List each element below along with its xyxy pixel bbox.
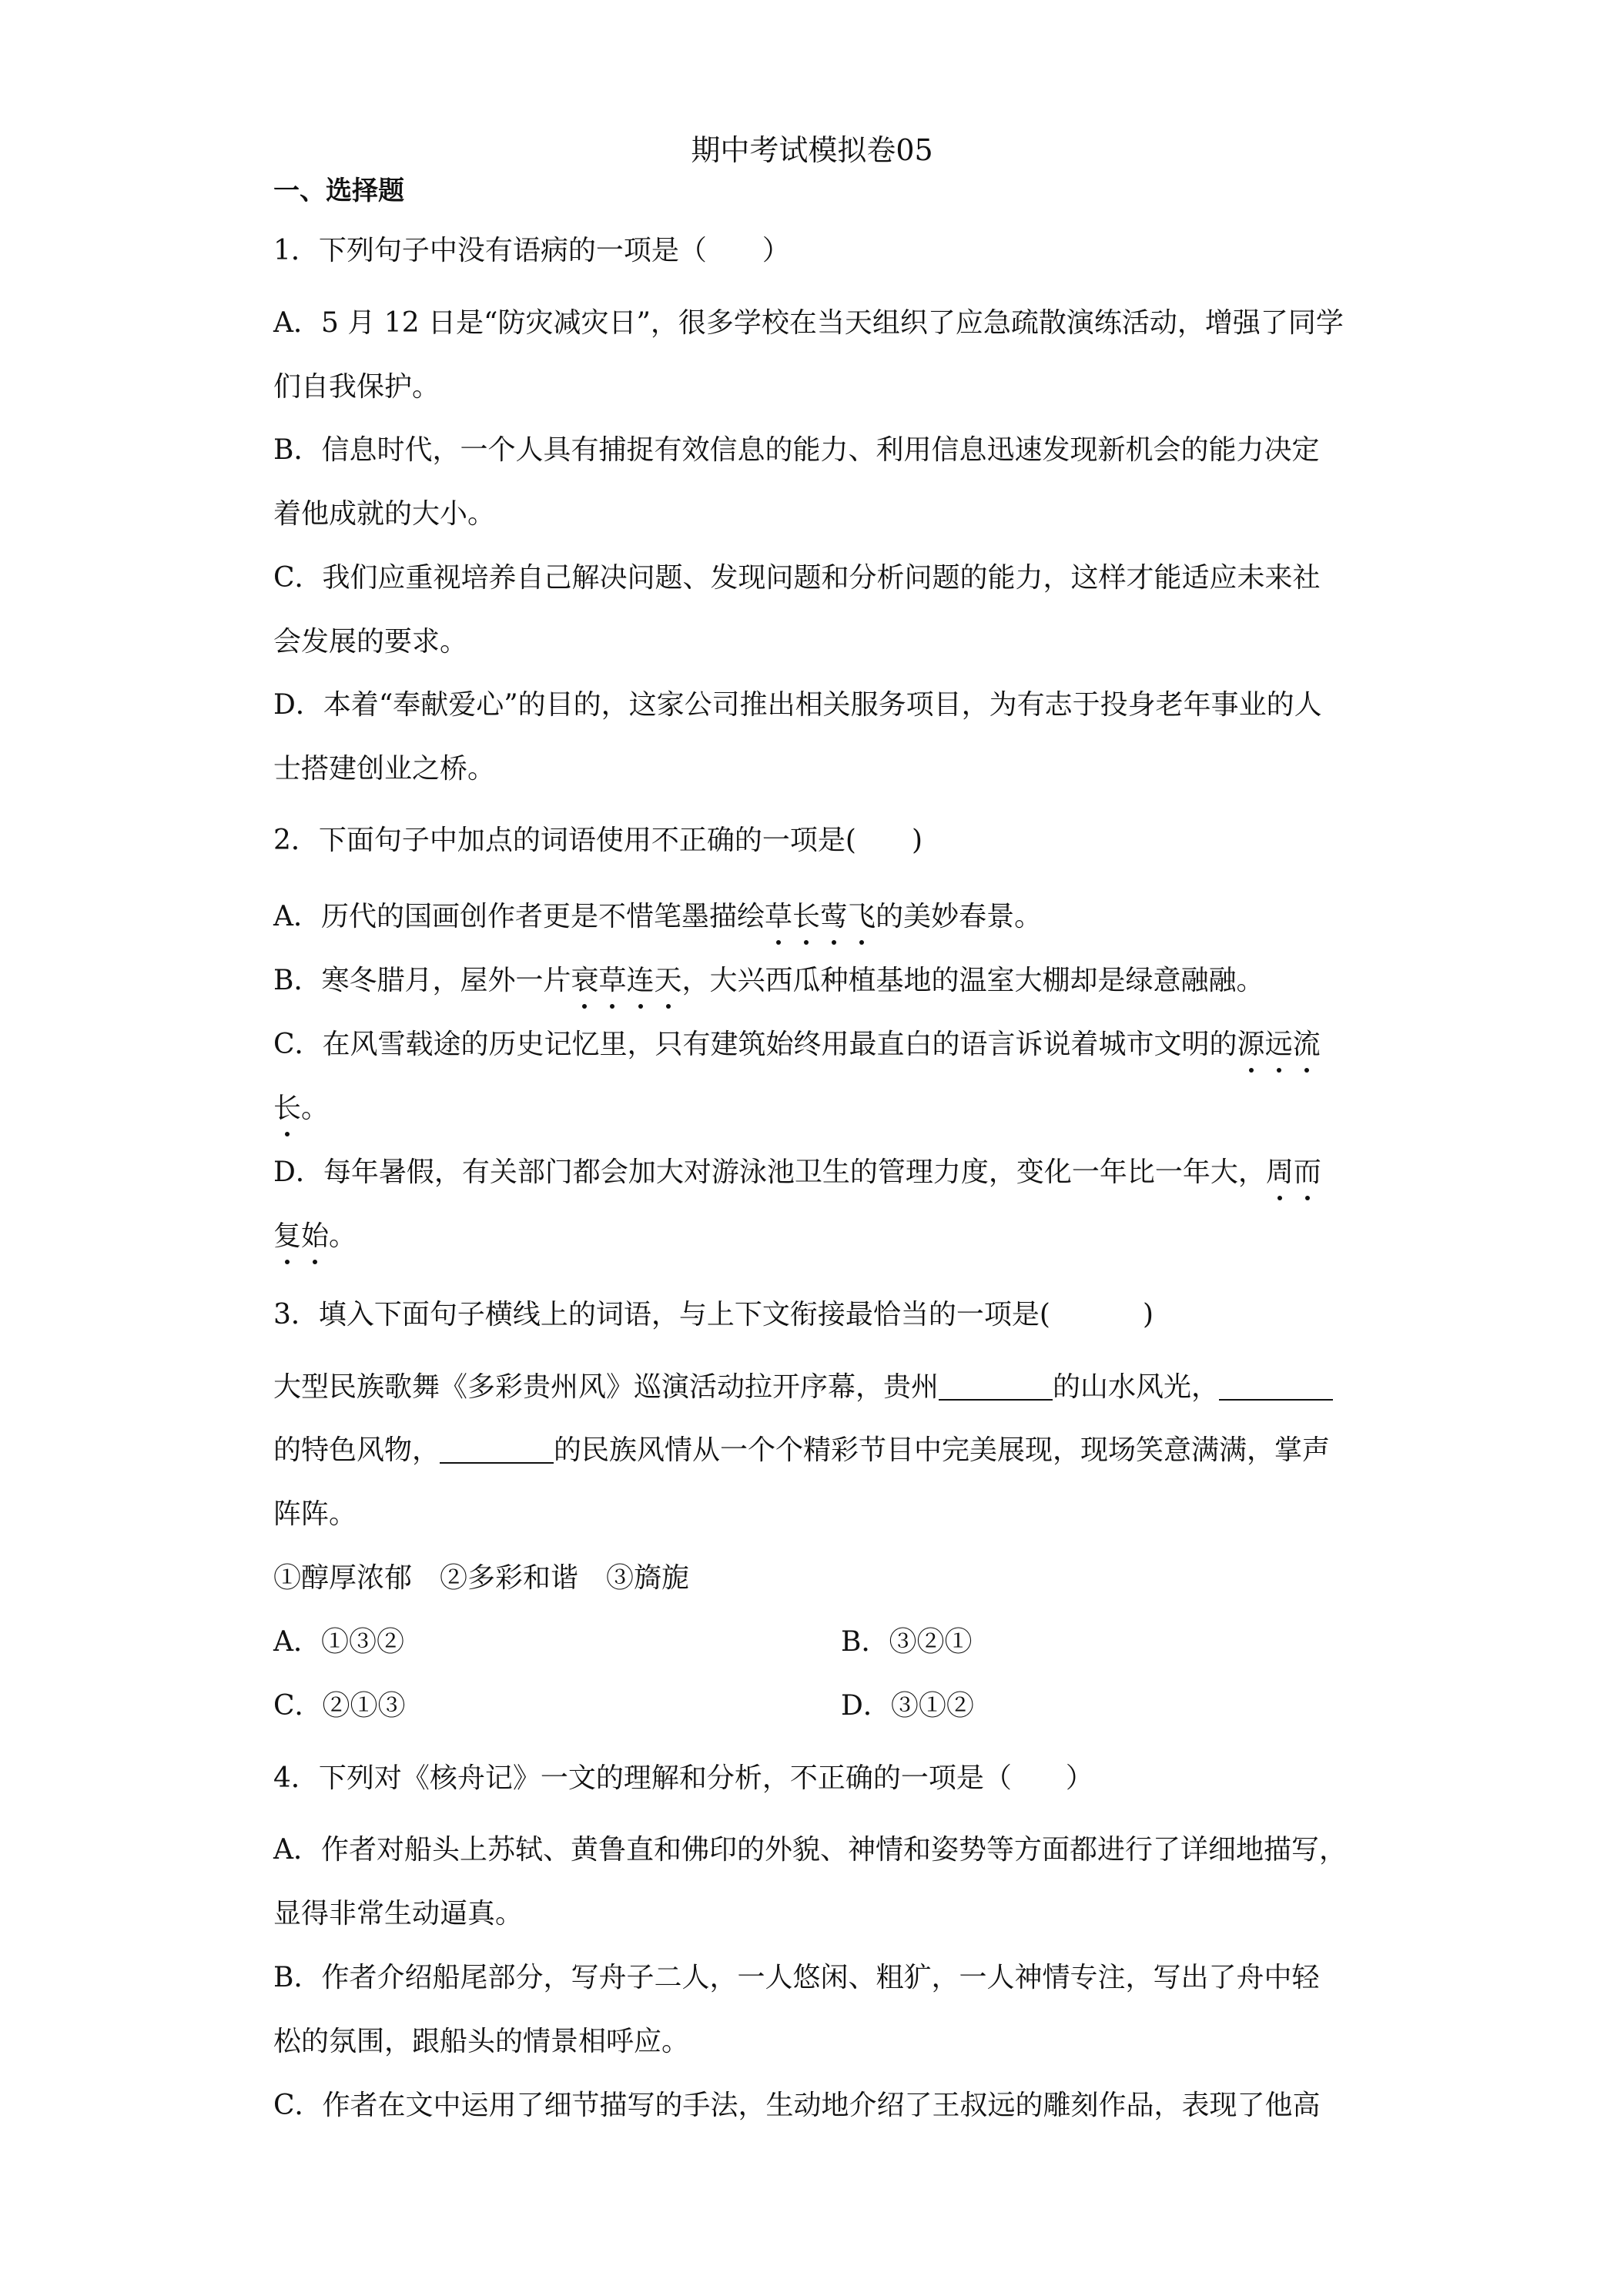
dotted-character: 始 bbox=[301, 1215, 329, 1258]
question-3-passage-line-1 bbox=[273, 1366, 1367, 1409]
question-3-stem-paren: ) bbox=[1142, 1299, 1154, 1330]
question-1-option-c-line-1: C．我们应重视培养自己解决问题、发现问题和分析问题的能力，这样才能适应未来社 bbox=[273, 562, 1321, 594]
question-4-stem-paren: ） bbox=[1065, 1762, 1093, 1794]
dotted-phrase bbox=[273, 1093, 301, 1124]
question-3-option-d: D．③①② bbox=[841, 1690, 974, 1722]
question-3-option-a: A．①③② bbox=[273, 1626, 404, 1658]
question-4-stem bbox=[273, 1757, 1367, 1800]
option-b-text-end: ，大兴西瓜种植基地的温室大棚却是绿意融融。 bbox=[681, 965, 1264, 996]
question-1-option-a-line-2: 们自我保护。 bbox=[273, 371, 440, 403]
dotted-character: 周 bbox=[1266, 1151, 1294, 1194]
question-3-stem bbox=[273, 1294, 1367, 1337]
blank-line bbox=[1219, 1368, 1333, 1401]
option-c-text-end: 。 bbox=[301, 1093, 330, 1124]
question-2-option-d-line-1 bbox=[273, 1151, 1367, 1194]
dotted-character: 长 bbox=[273, 1087, 301, 1130]
section-heading: 一、选择题 bbox=[273, 176, 404, 206]
question-2-stem: 2．下面句子中加点的词语使用不正确的一项是( ) bbox=[273, 825, 922, 856]
question-3-stem-text: 3．填入下面句子横线上的词语，与上下文衔接最恰当的一项是( bbox=[273, 1299, 1050, 1330]
option-d-text: D．每年暑假，有关部门都会加大对游泳池卫生的管理力度，变化一年比一年大， bbox=[273, 1156, 1266, 1188]
dotted-character: 草 bbox=[765, 895, 792, 939]
question-4-option-a-line-2: 显得非常生动逼真。 bbox=[273, 1898, 524, 1930]
question-3-passage-line-3: 阵阵。 bbox=[273, 1498, 357, 1530]
question-4-option-b-line-1: B．作者介绍船尾部分，写舟子二人，一人悠闲、粗犷，一人神情专注，写出了舟中轻 bbox=[273, 1962, 1320, 1993]
dotted-character: 飞 bbox=[848, 895, 876, 939]
question-3-passage-line-2 bbox=[273, 1429, 1367, 1472]
question-3-word-choices: ①醇厚浓郁 ②多彩和谐 ③旖旎 bbox=[273, 1562, 690, 1594]
question-3-option-b: B．③②① bbox=[841, 1626, 973, 1658]
question-4-option-b-line-2: 松的氛围，跟船头的情景相呼应。 bbox=[273, 2026, 690, 2057]
question-1-option-d-line-2: 士搭建创业之桥。 bbox=[273, 753, 496, 785]
question-2-option-a bbox=[273, 895, 1367, 939]
question-1-option-d-line-1: D．本着“奉献爱心”的目的，这家公司推出相关服务项目，为有志于投身老年事业的人 bbox=[273, 689, 1322, 721]
dotted-character: 天 bbox=[655, 959, 682, 1002]
blank-line bbox=[939, 1368, 1053, 1401]
dotted-character: 复 bbox=[273, 1215, 301, 1258]
question-1-option-b-line-2: 着他成就的大小。 bbox=[273, 498, 496, 530]
question-1-option-a-line-1: A．5 月 12 日是“防灾减灾日”，很多学校在当天组织了应急疏散演练活动，增强了同学 bbox=[273, 307, 1344, 339]
dotted-character: 源 bbox=[1237, 1023, 1265, 1066]
dotted-character: 连 bbox=[627, 959, 655, 1002]
dotted-character: 而 bbox=[1294, 1151, 1321, 1194]
blank-line bbox=[440, 1431, 554, 1464]
question-1-option-c-line-2: 会发展的要求。 bbox=[273, 626, 468, 658]
dotted-phrase bbox=[1237, 1029, 1321, 1060]
option-d-text-end: 。 bbox=[329, 1220, 357, 1252]
option-c-text: C．在风雪载途的历史记忆里，只有建筑始终用最直白的语言诉说着城市文明的 bbox=[273, 1029, 1237, 1060]
passage-text: 的特色风物， bbox=[273, 1434, 440, 1466]
dotted-character: 衰 bbox=[571, 959, 598, 1002]
question-4-option-c-line-1: C．作者在文中运用了细节描写的手法，生动地介绍了王叔远的雕刻作品，表现了他高 bbox=[273, 2090, 1321, 2121]
question-2-option-c-line-1 bbox=[273, 1023, 1367, 1066]
passage-text: 的山水风光， bbox=[1053, 1371, 1220, 1403]
question-4-option-a-line-1: A．作者对船头上苏轼、黄鲁直和佛印的外貌、神情和姿势等方面都进行了详细地描写， bbox=[273, 1834, 1347, 1866]
question-2-option-d-line-2 bbox=[273, 1215, 1367, 1258]
option-b-text: B．寒冬腊月，屋外一片 bbox=[273, 965, 571, 996]
question-4-stem-text: 4．下列对《核舟记》一文的理解和分析，不正确的一项是（ bbox=[273, 1762, 1012, 1794]
dotted-character: 草 bbox=[598, 959, 626, 1002]
dotted-character: 流 bbox=[1293, 1023, 1321, 1066]
dotted-phrase bbox=[765, 901, 876, 932]
question-1-stem: 1．下列句子中没有语病的一项是（ ） bbox=[273, 235, 790, 266]
dotted-phrase bbox=[1266, 1156, 1321, 1188]
passage-text: 的民族风情从一个个精彩节目中完美展现，现场笑意满满，掌声 bbox=[554, 1434, 1331, 1466]
dotted-character: 莺 bbox=[820, 895, 848, 939]
passage-text: 大型民族歌舞《多彩贵州风》巡演活动拉开序幕，贵州 bbox=[273, 1371, 939, 1403]
dotted-character: 长 bbox=[792, 895, 820, 939]
option-a-text-end: 的美妙春景。 bbox=[876, 901, 1043, 932]
dotted-character: 远 bbox=[1265, 1023, 1293, 1066]
question-2-option-b bbox=[273, 959, 1367, 1002]
question-1-option-b-line-1: B．信息时代，一个人具有捕捉有效信息的能力、利用信息迅速发现新机会的能力决定 bbox=[273, 434, 1320, 466]
question-2-option-c-line-2 bbox=[273, 1087, 1367, 1130]
question-3-option-c: C．②①③ bbox=[273, 1690, 406, 1722]
page-title: 期中考试模拟卷05 bbox=[691, 133, 933, 167]
dotted-phrase bbox=[273, 1220, 329, 1252]
option-a-text: A．历代的国画创作者更是不惜笔墨描绘 bbox=[273, 901, 765, 932]
dotted-phrase bbox=[571, 965, 681, 996]
